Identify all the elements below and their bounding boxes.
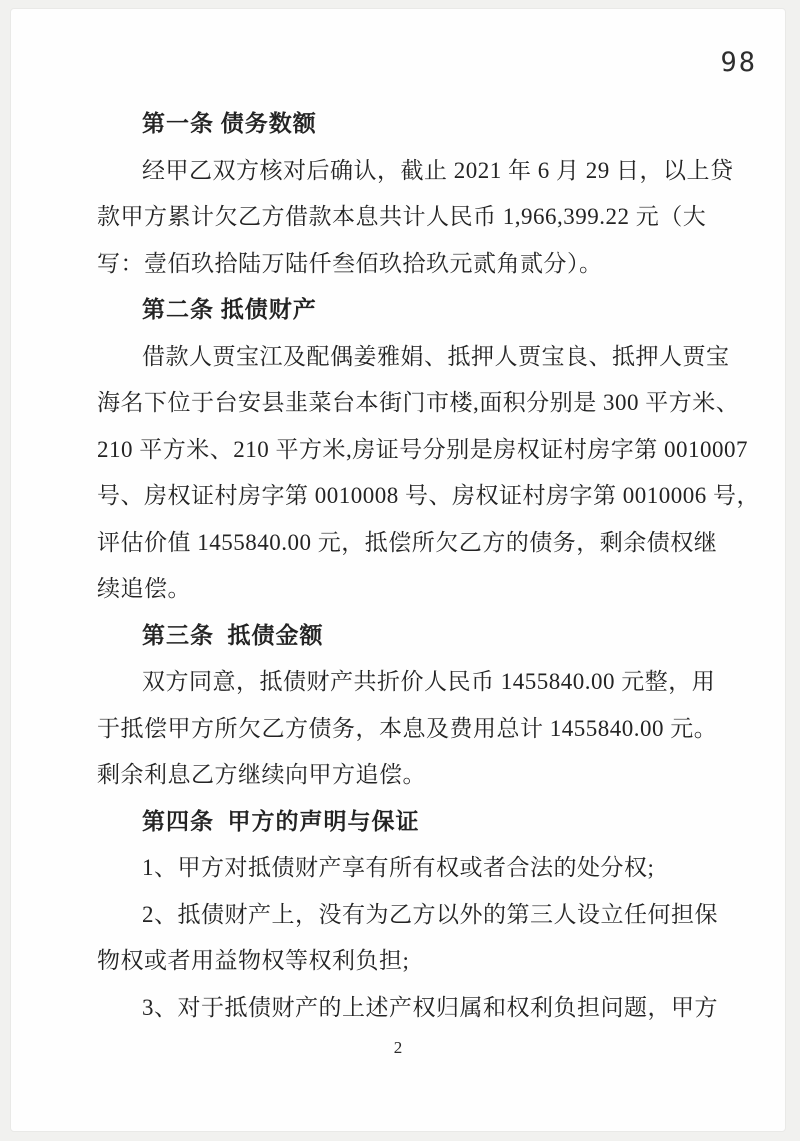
- article-2-line: 评估价值 1455840.00 元，抵偿所欠乙方的债务，剩余债权继: [97, 529, 718, 555]
- article-2-line: 借款人贾宝江及配偶姜雅娟、抵押人贾宝良、抵押人贾宝: [142, 343, 730, 369]
- page-corner-stamp: 98: [720, 47, 757, 78]
- article-4-heading: 第四条 甲方的声明与保证: [142, 808, 420, 834]
- document-page: [10, 8, 786, 1132]
- article-3-heading: 第三条 抵债金额: [142, 622, 324, 648]
- article-3-line: 剩余利息乙方继续向甲方追偿。: [97, 762, 426, 787]
- article-1-line: 写：壹佰玖拾陆万陆仟叁佰玖拾玖元贰角贰分）。: [97, 250, 603, 276]
- article-4-item-2-continued: 物权或者用益物权等权利负担;: [97, 948, 410, 973]
- article-2-line: 210 平方米、210 平方米,房证号分别是房权证村房字第 0010007: [97, 436, 748, 462]
- article-2-line: 号、房权证村房字第 0010008 号、房权证村房字第 0010006 号，: [97, 483, 760, 508]
- footer-page-number: 2: [393, 1038, 403, 1057]
- article-4-item-2: 2、抵债财产上，没有为乙方以外的第三人设立任何担保: [142, 901, 718, 927]
- article-2-line: 续追偿。: [97, 576, 191, 601]
- article-1-heading: 第一条 债务数额: [142, 111, 317, 136]
- article-1-line: 经甲乙双方核对后确认，截止 2021 年 6 月 29 日，以上贷: [142, 157, 734, 183]
- article-4-item-1: 1、甲方对抵债财产享有所有权或者合法的处分权;: [142, 855, 655, 880]
- article-2-heading: 第二条 抵债财产: [142, 297, 317, 322]
- document-body: [97, 101, 760, 1031]
- article-3-line: 于抵偿甲方所欠乙方债务，本息及费用总计 1455840.00 元。: [97, 715, 718, 741]
- article-1-line: 款甲方累计欠乙方借款本息共计人民币 1,966,399.22 元（大: [97, 204, 707, 229]
- article-2-line: 海名下位于台安县韭菜台本街门市楼,面积分别是 300 平方米、: [97, 390, 740, 415]
- article-3-line: 双方同意，抵债财产共折价人民币 1455840.00 元整，用: [142, 669, 716, 694]
- article-4-item-3: 3、对于抵债财产的上述产权归属和权利负担问题，甲方: [142, 994, 718, 1020]
